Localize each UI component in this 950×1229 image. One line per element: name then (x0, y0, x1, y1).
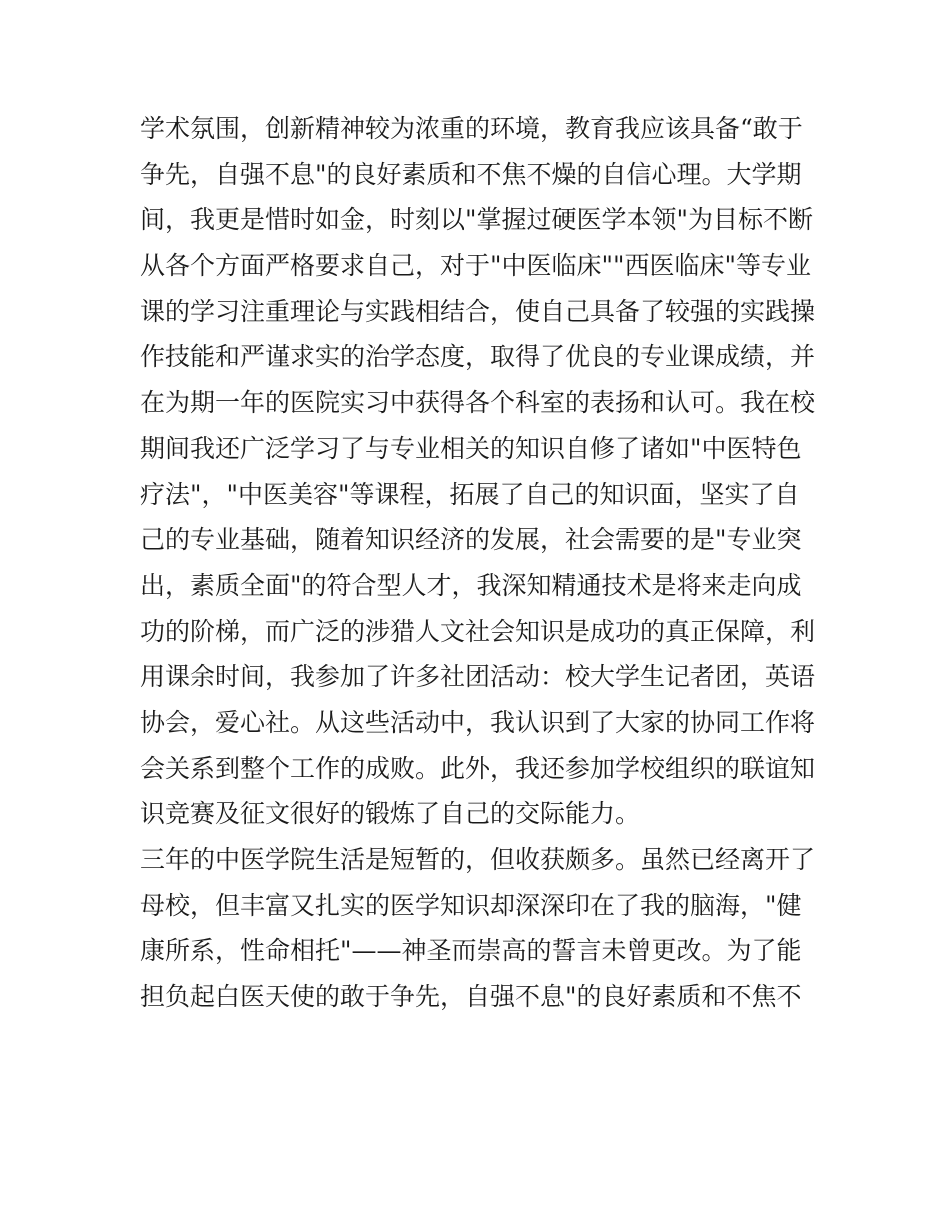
text-line: 出，素质全面"的符合型人才，我深知精通技术是将来走向成 (140, 570, 802, 600)
text-line: 作技能和严谨求实的治学态度，取得了优良的专业课成绩，并 (140, 342, 816, 372)
text-line: 争先，自强不息"的良好素质和不焦不燥的自信心理。大学期 (140, 159, 802, 189)
text-line: 识竞赛及征文很好的锻炼了自己的交际能力。 (140, 799, 641, 829)
text-line: 三年的中医学院生活是短暂的，但收获颇多。虽然已经离开了 (140, 845, 816, 874)
body-text (140, 106, 820, 1020)
text-line: 在为期一年的医院实习中获得各个科室的表扬和认可。我在校 (140, 388, 816, 418)
text-line: 用课余时间，我参加了许多社团活动：校大学生记者团，英语 (140, 662, 816, 692)
text-line: 母校，但丰富又扎实的医学知识却深深印在了我的脑海，"健 (140, 890, 802, 920)
text-line: 学术氛围，创新精神较为浓重的环境，教育我应该具备“敢于 (140, 114, 803, 143)
text-line: 康所系，性命相托"——神圣而崇高的誓言未曾更改。为了能 (140, 936, 802, 966)
text-line: 期间我还广泛学习了与专业相关的知识自修了诸如"中医特色 (140, 433, 802, 463)
text-line: 己的专业基础，随着知识经济的发展，社会需要的是"专业突 (140, 525, 802, 555)
text-line: 会关系到整个工作的成败。此外，我还参加学校组织的联谊知 (140, 753, 816, 783)
text-line: 从各个方面严格要求自己，对于"中医临床""西医临床"等专业 (140, 251, 811, 281)
text-line: 课的学习注重理论与实践相结合，使自己具备了较强的实践操 (140, 296, 816, 326)
text-line: 协会，爱心社。从这些活动中，我认识到了大家的协同工作将 (140, 707, 816, 737)
text-line: 担负起白医天使的敢于争先，自强不息"的良好素质和不焦不 (140, 982, 802, 1012)
text-line: 功的阶梯，而广泛的涉猎人文社会知识是成功的真正保障，利 (140, 616, 816, 646)
text-line: 间，我更是惜时如金，时刻以"掌握过硬医学本领"为目标不断 (140, 205, 814, 235)
text-line: 疗法"，"中医美容"等课程，拓展了自己的知识面，坚实了自 (140, 479, 800, 509)
